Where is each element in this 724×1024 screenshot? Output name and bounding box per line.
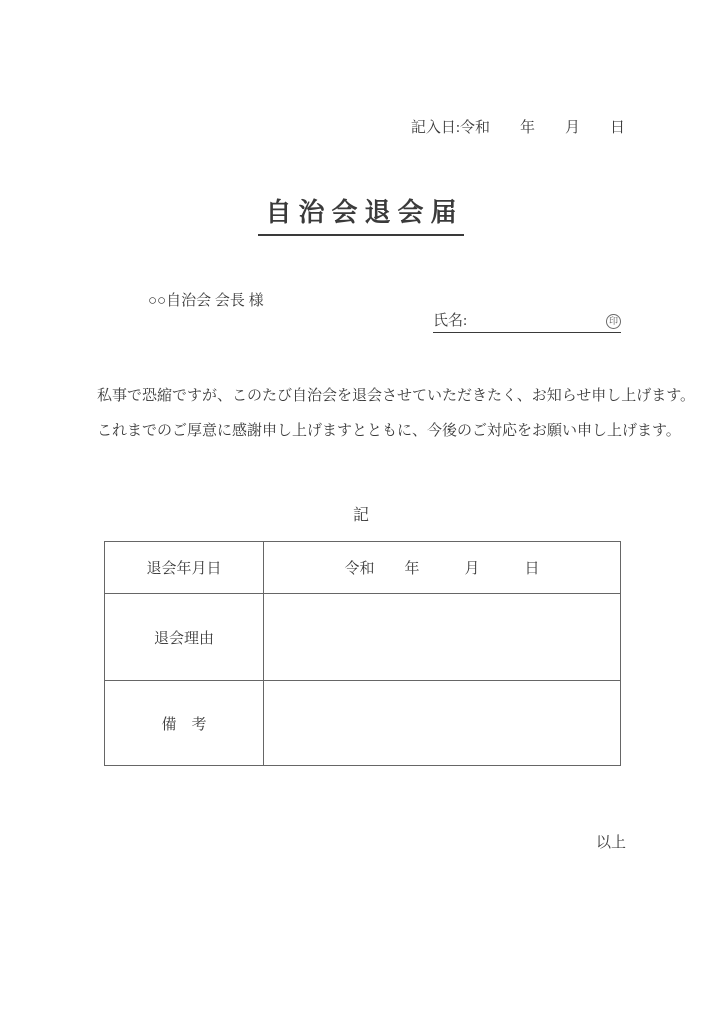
row-value-remarks — [264, 681, 621, 766]
row-label-withdrawal-date: 退会年月日 — [105, 542, 264, 594]
row-value-withdrawal-reason — [264, 594, 621, 681]
title-wrap — [97, 192, 625, 236]
body-paragraph-2: これまでのご厚意に感謝申し上げますとともに、今後のご対応をお願い申し上げます。 — [97, 423, 681, 439]
seal-icon: 印 — [606, 314, 621, 329]
name-label: 氏名: — [433, 313, 468, 329]
table-row-remarks — [105, 681, 621, 766]
withdrawal-table — [104, 541, 621, 766]
table-row-withdrawal-date — [105, 542, 621, 594]
row-label-withdrawal-reason: 退会理由 — [105, 594, 264, 681]
record-marker: 記 — [352, 507, 369, 524]
addressee-line: ○○自治会 会長 様 — [148, 293, 264, 309]
row-value-withdrawal-date: 令和 年 月 日 — [264, 542, 621, 594]
body-paragraph-1: 私事で恐縮ですが、このたび自治会を退会させていただきたく、お知らせ申し上げます。 — [97, 388, 696, 404]
name-field — [433, 312, 621, 333]
row-label-remarks: 備 考 — [105, 681, 264, 766]
body-text — [97, 379, 696, 449]
entry-date-line: 記入日:令和 年 月 日 — [410, 120, 625, 136]
document-title: 自治会退会届 — [258, 192, 463, 236]
closing-text: 以上 — [595, 835, 626, 851]
table-row-withdrawal-reason — [105, 594, 621, 681]
